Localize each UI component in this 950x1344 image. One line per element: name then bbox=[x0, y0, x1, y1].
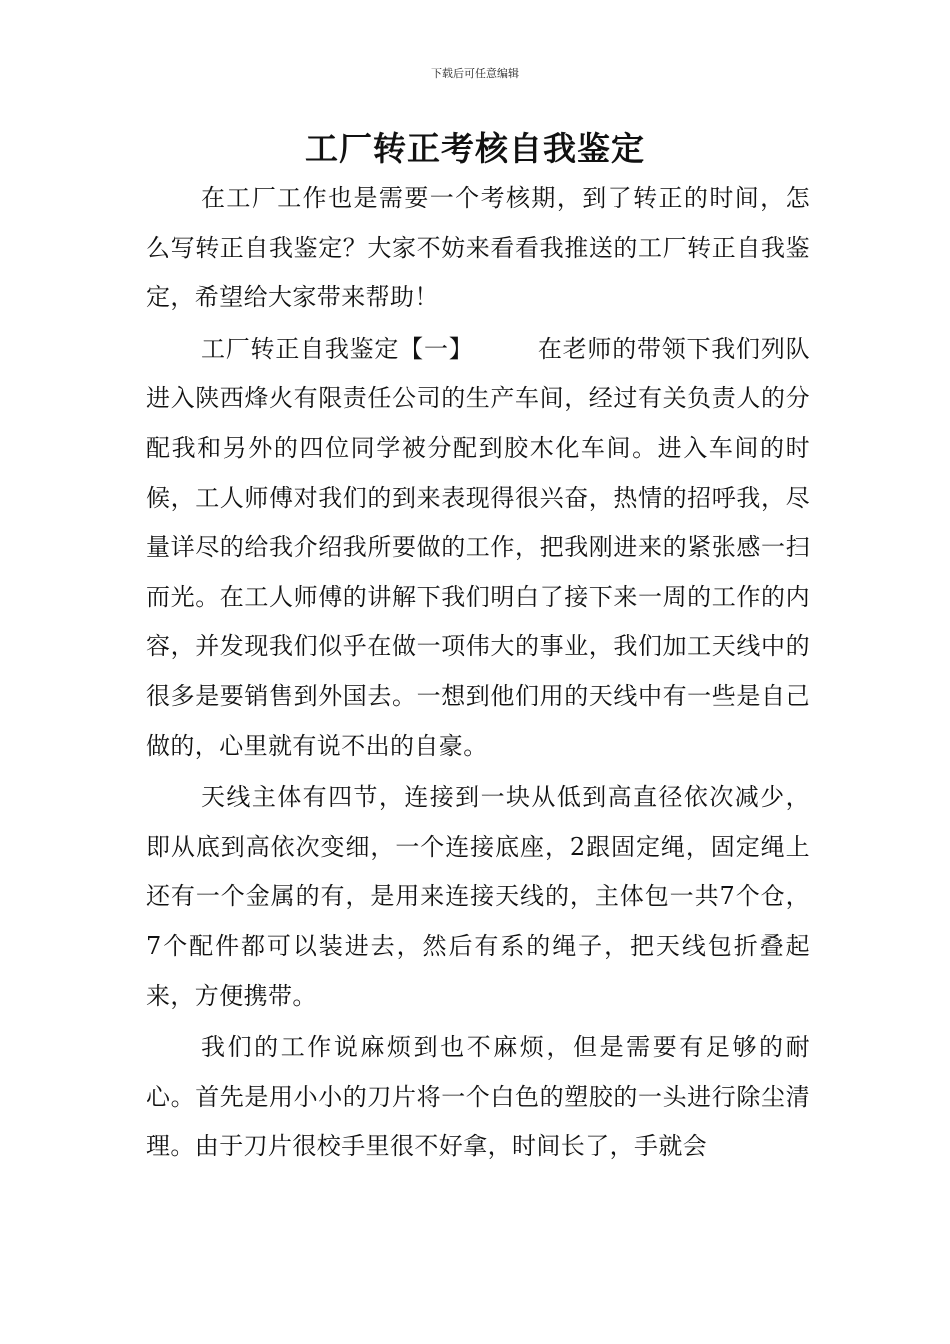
header-note: 下载后可任意编辑 bbox=[431, 67, 519, 80]
paragraph-intro: 在工厂工作也是需要一个考核期，到了转正的时间，怎么写转正自我鉴定？大家不妨来看看我推送的工厂转正自我鉴定，希望给大家带来帮助！ bbox=[146, 184, 810, 312]
section-one-text: 在老师的带领下我们列队进入陕西烽火有限责任公司的生产车间，经过有关负责人的分配我和另外的四位同学被分配到胶木化车间。进入车间的时候，工人师傅对我们的到来表现得很兴奋，热情的招呼我，尽量详尽的给我介绍我所要做的工作，把我刚进来的紧张感一扫而光。在工人师傅的讲解下我们明白了接下来一周的工作的内容，并发现我们似乎在做一项伟大的事业，我们加工天线中的很多是要销售到外国去。一想到他们用的天线中有一些是自己做的，心里就有说不出的自豪。 bbox=[146, 334, 810, 760]
section-heading: 工厂转正自我鉴定【一】 bbox=[201, 334, 474, 363]
paragraph-antenna: 天线主体有四节，连接到一块从低到高直径依次减少，即从底到高依次变细，一个连接底座，2跟固定绳，固定绳上还有一个金属的有，是用来连接天线的，主体包一共7个仓，7个配件都可以装进去，然后有系的绳子，把天线包折叠起来，方便携带。 bbox=[146, 783, 810, 1010]
paragraph-work: 我们的工作说麻烦到也不麻烦，但是需要有足够的耐心。首先是用小小的刀片将一个白色的塑胶的一头进行除尘清理。由于刀片很校手里很不好拿，时间长了，手就会 bbox=[146, 1033, 810, 1161]
document-title: 工厂转正考核自我鉴定 bbox=[305, 129, 645, 168]
paragraph-section-one bbox=[146, 325, 810, 771]
document-body bbox=[146, 174, 810, 1174]
